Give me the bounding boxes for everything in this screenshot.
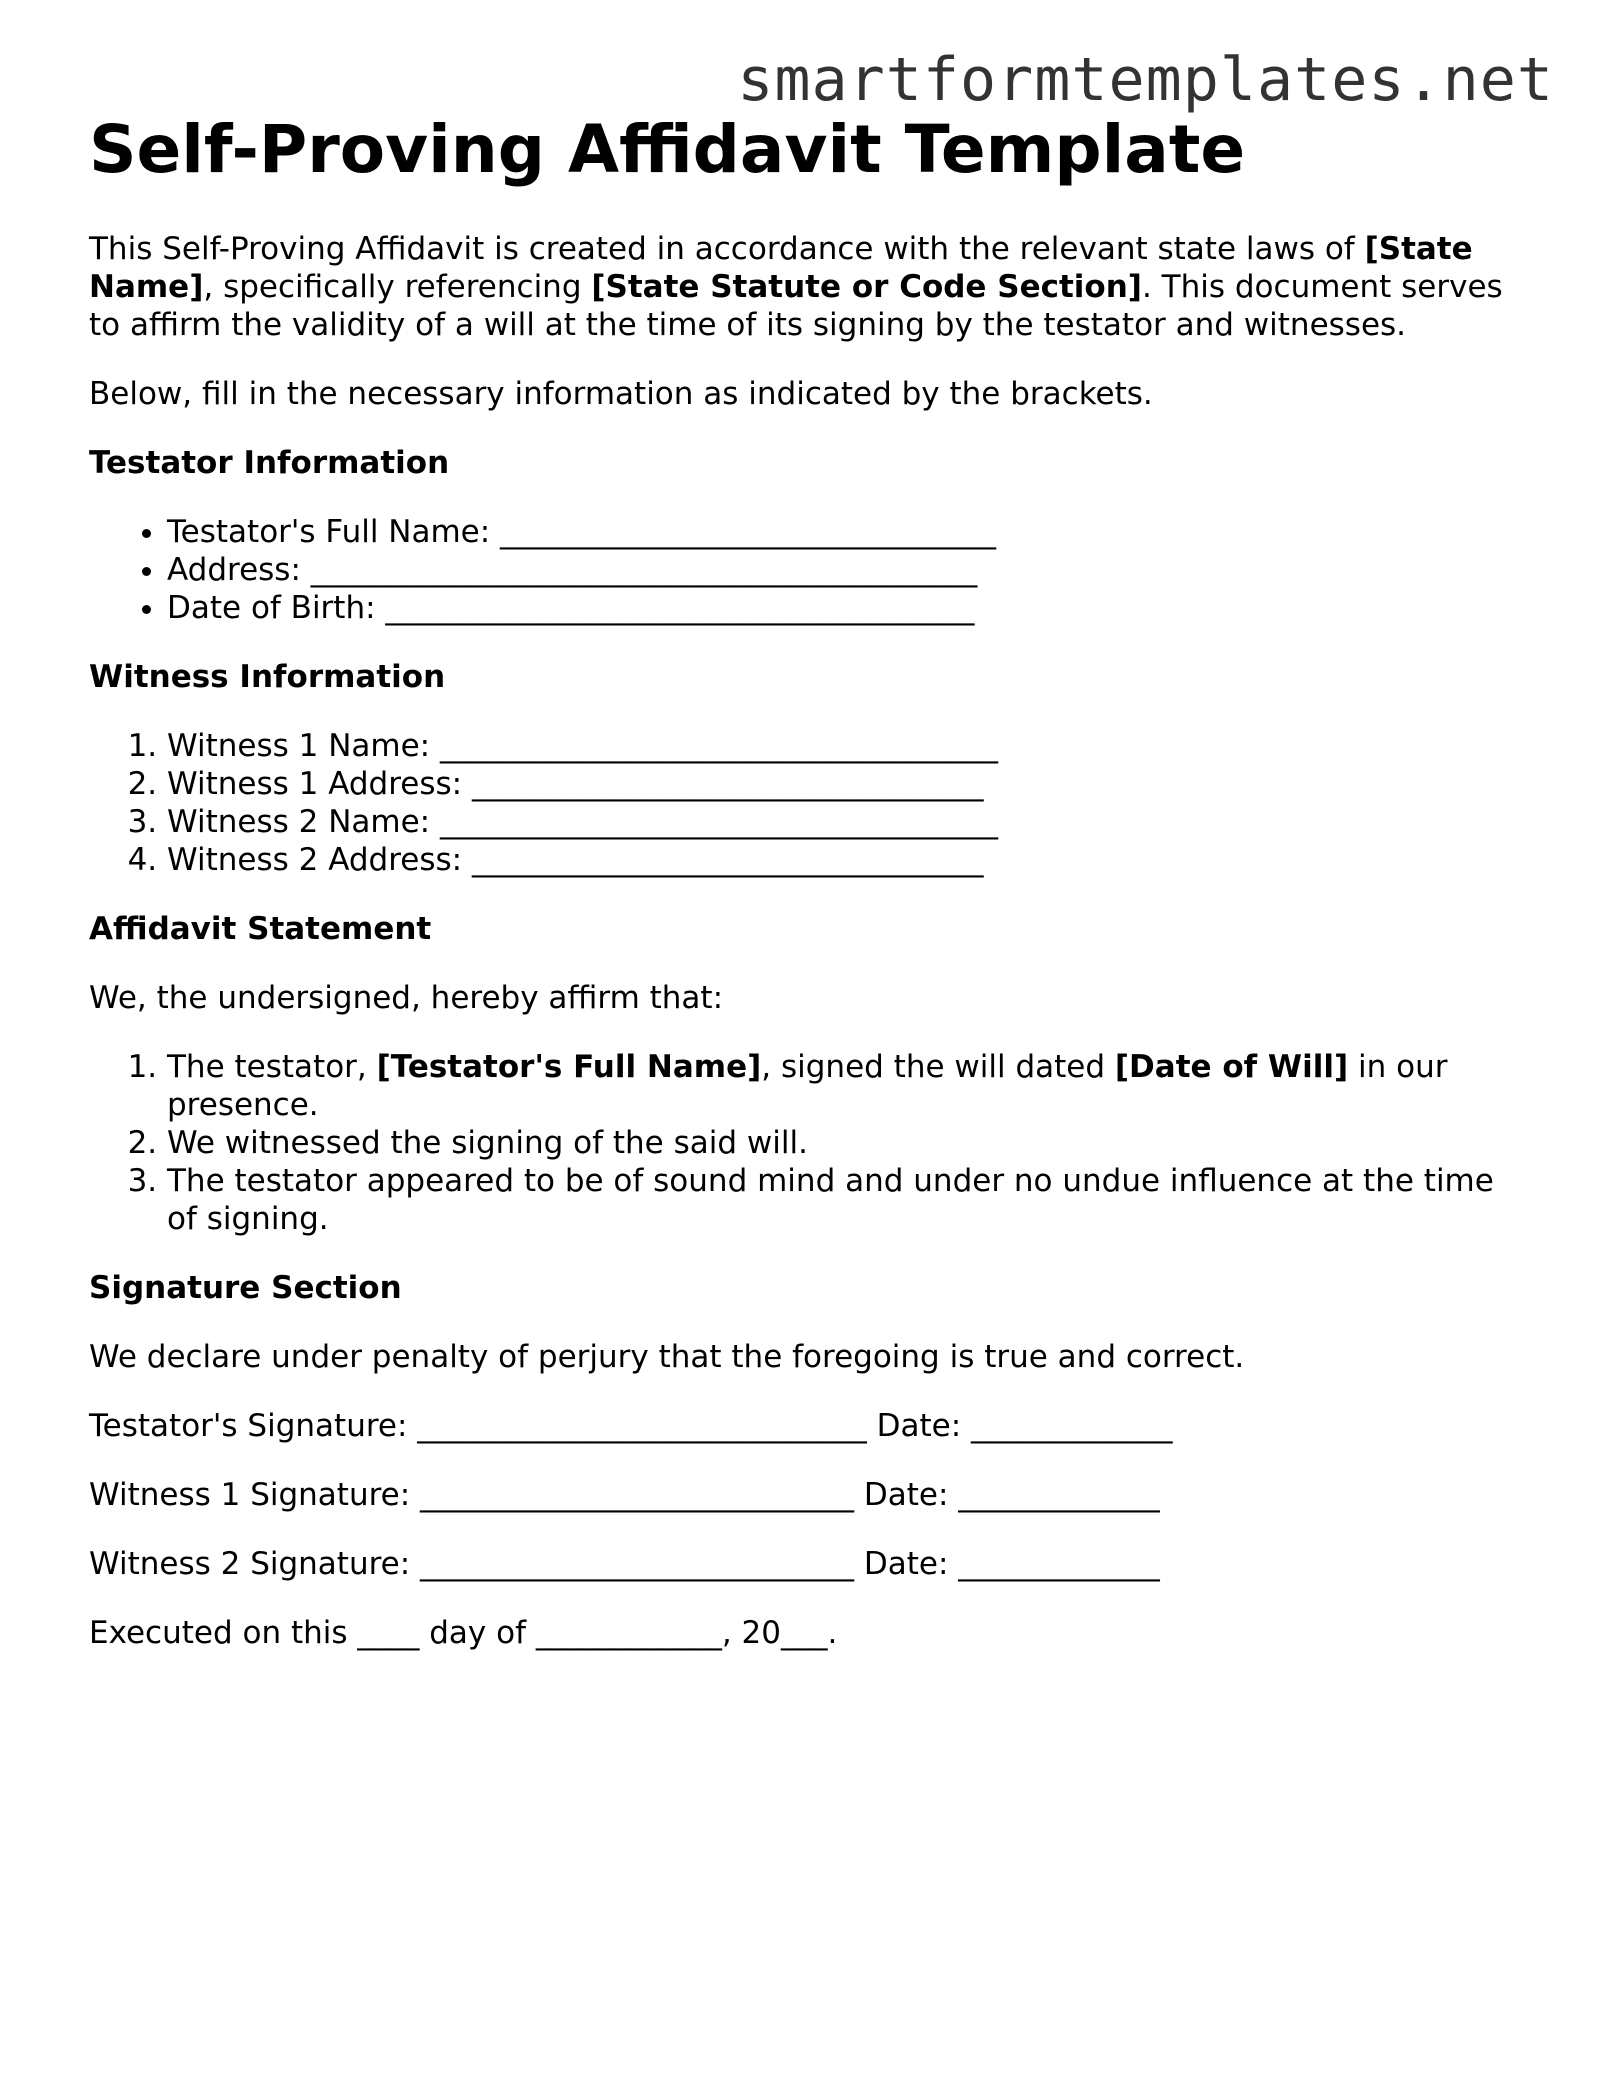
list-item: 2. We witnessed the signing of the said will. [167,1124,1529,1162]
affidavit-text: The testator, [167,1049,377,1085]
list-item: • Address: ___________________________________________ [167,551,1529,589]
will-date-placeholder: [Date of Will] [1114,1049,1349,1085]
intro-paragraph [89,230,1529,344]
list-item: • Date of Birth: ______________________________________ [167,589,1529,627]
statute-placeholder: [State Statute or Code Section] [591,269,1142,305]
list-item: 1. Witness 1 Name: ____________________________________ [167,727,1529,765]
list-item: 3. Witness 2 Name: ____________________________________ [167,803,1529,841]
affidavit-text: in our presence. [167,1049,1448,1123]
state-name-placeholder: [State Name] [89,231,1473,305]
intro-text-1: This Self-Proving Affidavit is created in accordance with the relevant state laws of [89,231,1365,267]
testator-heading: Testator Information [89,445,450,481]
witness-list [89,727,1529,879]
list-item: 2. Witness 1 Address: _________________________________ [167,765,1529,803]
list-item: • Testator's Full Name: ________________________________ [167,513,1529,551]
affidavit-heading: Affidavit Statement [89,911,432,947]
executed-line: Executed on this ____ day of ____________, 20___. [89,1615,838,1651]
instructions-paragraph: Below, fill in the necessary information as indicated by the brackets. [89,376,1153,412]
testator-name-placeholder: [Testator's Full Name] [376,1049,762,1085]
affidavit-text: , signed the will dated [761,1049,1115,1085]
signature-heading: Signature Section [89,1270,402,1306]
list-item: 4. Witness 2 Address: _________________________________ [167,841,1529,879]
witness2-signature-line: Witness 2 Signature: ____________________________ Date: _____________ [89,1546,1160,1582]
witness-heading: Witness Information [89,659,446,695]
testator-list [89,513,1529,627]
affidavit-lead: We, the undersigned, hereby affirm that: [89,980,724,1016]
testator-signature-line: Testator's Signature: _____________________________ Date: _____________ [89,1408,1173,1444]
declaration: We declare under penalty of perjury that the foregoing is true and correct. [89,1339,1245,1375]
intro-text-3: . This document serves to affirm the validity of a will at the time of its signing by the testator and witnesses. [89,269,1503,343]
page-title: Self-Proving Affidavit Template [89,111,1246,188]
witness1-signature-line: Witness 1 Signature: ____________________________ Date: _____________ [89,1477,1160,1513]
document-page [89,110,1529,1683]
watermark: smartformtemplates.net [737,45,1554,115]
list-item [167,1048,1529,1124]
list-item: 3. The testator appeared to be of sound mind and under no undue influence at the time of signing. [167,1162,1529,1238]
intro-text-2: , specifically referencing [203,269,592,305]
affidavit-list [89,1048,1529,1238]
